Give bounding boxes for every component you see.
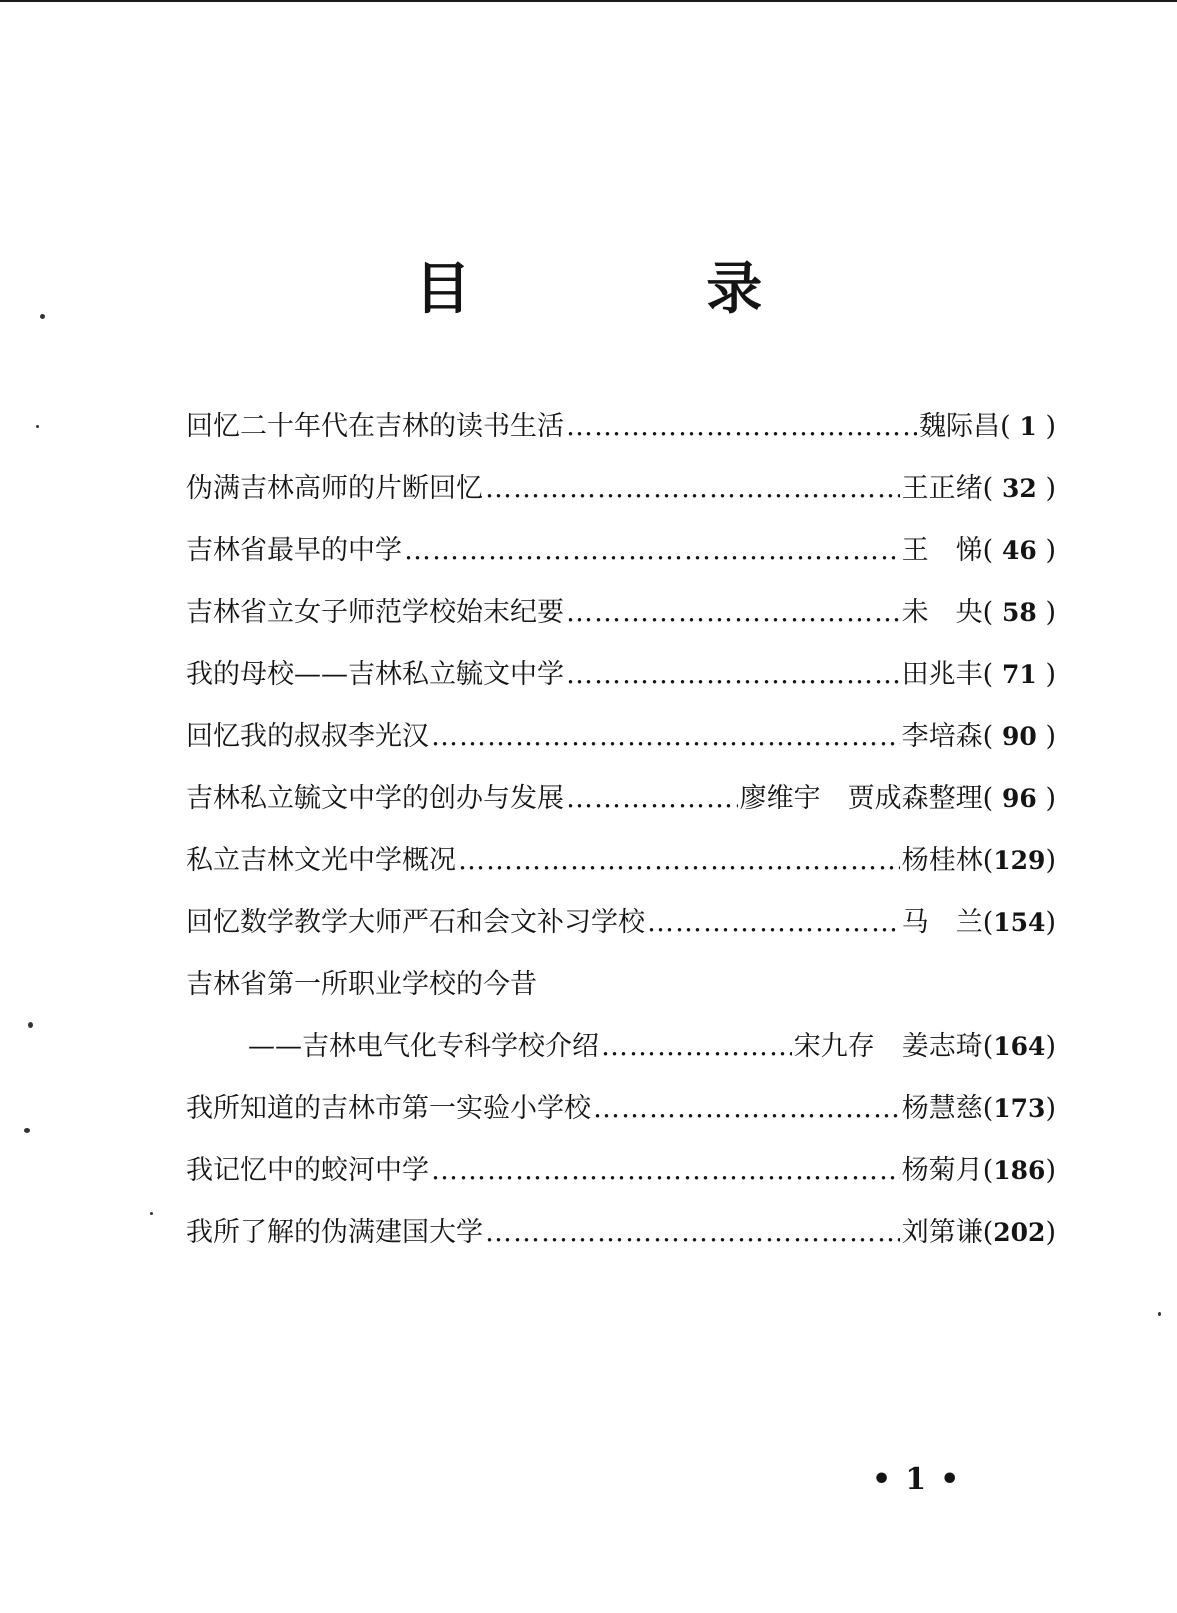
dot-leader: [566, 644, 900, 706]
toc-entry: [186, 396, 1056, 458]
toc-entry-title: 伪满吉林高师的片断回忆: [186, 473, 483, 504]
toc-entry-page-number: ( 58 ): [982, 597, 1056, 628]
toc-entry-page-number: (164): [982, 1031, 1056, 1062]
dot-leader: [431, 1140, 900, 1202]
toc-entry: [186, 830, 1056, 892]
toc-entry-title: 吉林私立毓文中学的创办与发展: [186, 783, 564, 814]
toc-entry-author: 马 兰: [901, 907, 983, 938]
dot-leader: [566, 582, 900, 644]
scan-speck: [40, 314, 45, 319]
toc-entry-title: 我的母校——吉林私立毓文中学: [186, 659, 564, 690]
top-edge-rule: [0, 0, 1177, 2]
toc-entry-title: 我所知道的吉林市第一实验小学校: [186, 1093, 591, 1124]
toc-entry-page-number: (202): [982, 1217, 1056, 1248]
toc-entry-page-number: (129): [982, 845, 1056, 876]
page-title: 目 录: [414, 257, 871, 322]
toc-entry-title: 吉林省立女子师范学校始末纪要: [186, 597, 564, 628]
toc-entry-title: 回忆我的叔叔李光汉: [186, 721, 429, 752]
toc-entry-author: 王正绪: [901, 473, 983, 504]
toc-entry-page-number: ( 46 ): [982, 535, 1056, 566]
toc-entry-page-number: ( 71 ): [982, 659, 1056, 690]
toc-entry: [186, 520, 1056, 582]
toc-entry: [186, 1140, 1056, 1202]
scan-speck: [1158, 1312, 1161, 1316]
toc-entry-title: 回忆数学教学大师严石和会文补习学校: [186, 907, 645, 938]
dot-leader: [566, 768, 738, 830]
toc-entry-subtitle-line: [186, 1016, 1056, 1078]
dot-leader: [601, 1016, 792, 1078]
toc-entry: [186, 768, 1056, 830]
dot-leader: [458, 830, 900, 892]
toc-entry-title: 我记忆中的蛟河中学: [186, 1155, 429, 1186]
toc-entry: [186, 458, 1056, 520]
toc-entry-page-number: (173): [982, 1093, 1056, 1124]
toc-entry-author: 廖维宇 贾成森整理: [739, 783, 983, 814]
toc-entry-title: 吉林省第一所职业学校的今昔: [186, 969, 537, 1000]
toc-entry-author: 宋九存 姜志琦: [793, 1031, 983, 1062]
table-of-contents: [186, 396, 1056, 1264]
toc-entry: [186, 582, 1056, 644]
dot-leader: [647, 892, 900, 954]
toc-entry-author: 田兆丰: [901, 659, 983, 690]
dot-leader: [566, 396, 917, 458]
toc-entry: [186, 706, 1056, 768]
toc-entry-author: 杨菊月: [901, 1155, 983, 1186]
toc-entry: [186, 1078, 1056, 1140]
toc-entry-author: 未 央: [901, 597, 983, 628]
toc-entry-title: 我所了解的伪满建国大学: [186, 1217, 483, 1248]
toc-entry: [186, 892, 1056, 954]
dot-leader: [485, 1202, 900, 1264]
folio-number: 1: [905, 1462, 941, 1497]
scan-speck: [24, 1128, 30, 1133]
toc-entry-page-number: (154): [982, 907, 1056, 938]
toc-entry-subtitle: ——吉林电气化专科学校介绍: [248, 1031, 599, 1062]
dot-leader: [404, 520, 900, 582]
toc-entry-page-number: ( 90 ): [982, 721, 1056, 752]
toc-entry-page-number: ( 1 ): [1000, 411, 1056, 442]
toc-entry: [186, 1202, 1056, 1264]
toc-entry-author: 王 悌: [901, 535, 983, 566]
toc-entry-author: 杨桂林: [901, 845, 983, 876]
dot-leader: [593, 1078, 900, 1140]
scan-speck: [150, 1212, 153, 1215]
toc-entry: [186, 954, 1056, 1016]
toc-entry-title: 私立吉林文光中学概况: [186, 845, 456, 876]
page-folio: •1•: [872, 1462, 974, 1497]
dot-leader: [431, 706, 900, 768]
toc-entry-author: 刘第谦: [901, 1217, 983, 1248]
toc-entry-title: 吉林省最早的中学: [186, 535, 402, 566]
toc-entry-author: 李培森: [901, 721, 983, 752]
toc-entry-page-number: ( 32 ): [982, 473, 1056, 504]
dot-leader: [485, 458, 900, 520]
scan-speck: [36, 425, 39, 428]
toc-entry-title: 回忆二十年代在吉林的读书生活: [186, 411, 564, 442]
scan-speck: [28, 1022, 33, 1028]
toc-entry-page-number: (186): [982, 1155, 1056, 1186]
toc-entry: [186, 644, 1056, 706]
toc-entry-author: 魏际昌: [919, 411, 1001, 442]
toc-entry-author: 杨慧慈: [901, 1093, 983, 1124]
toc-entry-page-number: ( 96 ): [982, 783, 1056, 814]
